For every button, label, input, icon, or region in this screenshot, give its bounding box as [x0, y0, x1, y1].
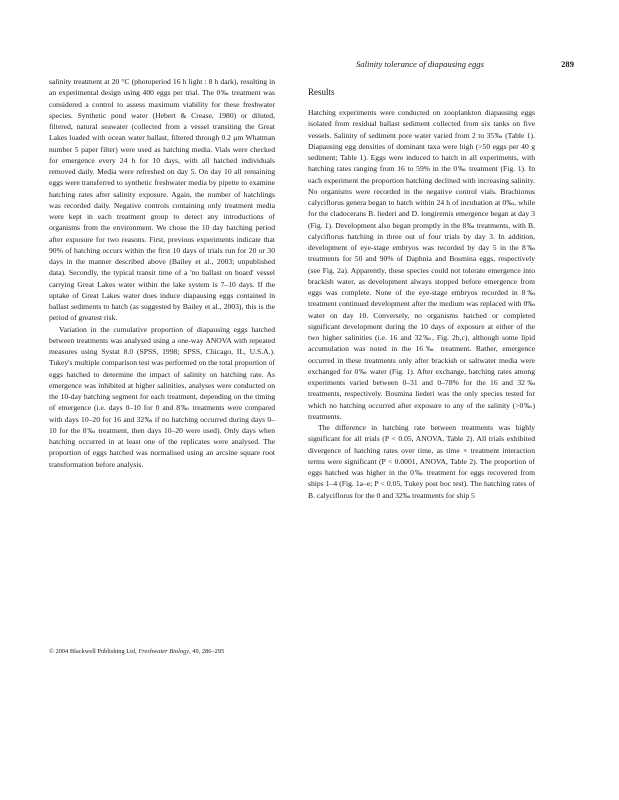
results-paragraph-2: The difference in hatching rate between treatments was highly significant for all trials (P < 0.05, ANOVA, Table 2). All trials exhibited divergence of hatching rates over time, as time × treatment interaction terms were significant (P < 0.0001, ANOVA, Table 2). The proportion of eggs hatched was higher in the 0‰ treatment for eggs recovered from ships 1–4 (Fig. 1a–e; P < 0.05, Tukey post hoc test). The hatching rates of B. calyciflorus for the 0 and 32‰ treatments for ship 5 [308, 423, 535, 500]
journal-name: Freshwater Biology [138, 648, 190, 655]
running-title: Salinity tolerance of diapausing eggs [356, 59, 484, 69]
page-number: 289 [561, 59, 574, 69]
statistics-paragraph: Variation in the cumulative proportion of diapausing eggs hatched between treatments was analysed using a one-way ANOVA with repeated measures using Systat 8.0 (SPSS, 1998; SPSS, Chicago, IL, U.S.A.). Tukey's multiple comparison test was performed on the total proportion of eggs hatched to determine the impact of salinity on hatching rate. As emergence was inhibited at higher salinities, analyses were conducted on the 10-day hatching segment for each treatment, depending on the timing of emergence (i.e. days 0–10 for 0 and 8‰ treatments were compared with days 10–20 for 16 and 32‰ if no hatching occurred during days 0–10 for the 8‰ treatment, then days 10–20 were used). Only days when hatching occurred in at least one of the replicates were analysed. The proportion of eggs hatched was normalised using an arcsine square root transformation before analysis. [49, 324, 275, 469]
results-paragraph-1: Hatching experiments were conducted on zooplankton diapausing eggs isolated from residual ballast sediment collected from six tanks on five vessels. Salinity of sediment pore water varied from 2 to 35‰ (Table 1). Diapausing egg densities of dominant taxa were high (>50 eggs per 40 g sediment; Table 1). Eggs were induced to hatch in all experiments, with hatching rates ranging from 16 to 59% in the 0‰ treatment (Fig. 1). In each experiment the proportion hatching declined with increasing salinity. No organisms were recorded in the negative control vials. Brachionus calyciflorus genera began to hatch within 24 h of incubation at 0‰, while for the cladocerans B. liederi and D. longiremis emergence began at day 3 (Fig. 1). Development also began promptly in the 8‰ treatments, with B. calyciflorus hatching in three out of four trials by day 3. In addition, development of eye-stage embryos was recorded by day 5 in the 8‰ treatments for 50 and 90% of Daphnia and Bosmina eggs, respectively (see Fig. 2a). Apparently, these species could not tolerate emergence into brackish water, as development always stopped before emergence from eggs was complete. None of the eye-stage embryos recorded in 8‰ treatment continued development after the medium was replaced with 0‰ water on day 10. Conversely, no organisms hatched or completed significant development during the 10 days of exposure at either of the two higher salinities (i.e. 16 and 32‰, Fig. 2b,c), although some lipid accumulation was noted in the 16‰ treatment. Rather, emergence occurred in these treatments only after brackish or saltwater media were exchanged for 0‰ water (Fig. 1). After exchange, hatching rates among experiments varied between 0–31 and 0–78% for the 16 and 32‰ treatments, respectively. Bosmina liederi was the only species tested for which no hatching occurred after exposure to any of the salinity (>0‰) treatments. [308, 108, 535, 421]
results-heading: Results [308, 87, 335, 97]
methods-paragraph-continued: salinity treatment at 20 °C (photoperiod 16 h light : 8 h dark), resulting in an experimental design using 400 eggs per trial. The 0‰ treatment was considered a control to assess maximum viability for these freshwater species. Synthetic pond water (Hebert & Crease, 1980) or diluted, filtered, natural seawater (collected from a vessel transiting the Great Lakes loaded with ocean water ballast, filtered through 0.2 μm Whatman number 5 paper filter) were used as hatching media. Vials were checked for emergence every 24 h for 10 days, with all hatched individuals removed daily. Media were refreshed on day 5. On day 10 all remaining eggs were transferred to synthetic freshwater media by pipette to examine hatching rates after salinity exposure. Again, the number of hatchlings was recorded daily. Negative controls containing only treatment media were kept in each treatment group to detect any introductions of organisms from the environment. We chose the 10 day hatching period after exposure for two reasons. First, previous experiments indicate that 90% of hatching occurs within the first 10 days of trials run for 20 or 30 days in the manner described above (Bailey et al., 2003; unpublished data). Secondly, the typical transit time of a 'no ballast on board' vessel carrying Great Lakes water within the lake system is 7–10 days. If the uptake of Great Lakes water does induce diapausing eggs contained in ballast sediments to hatch (as suggested by Bailey et al., 2003), this is the period of greatest risk. [49, 77, 275, 323]
left-column [49, 76, 275, 470]
running-header [356, 58, 574, 70]
right-column [308, 86, 535, 501]
footer-citation [49, 647, 275, 656]
volume-pages: , 49, 286–295 [189, 648, 225, 655]
copyright-text: © 2004 Blackwell Publishing Ltd, [49, 648, 137, 655]
